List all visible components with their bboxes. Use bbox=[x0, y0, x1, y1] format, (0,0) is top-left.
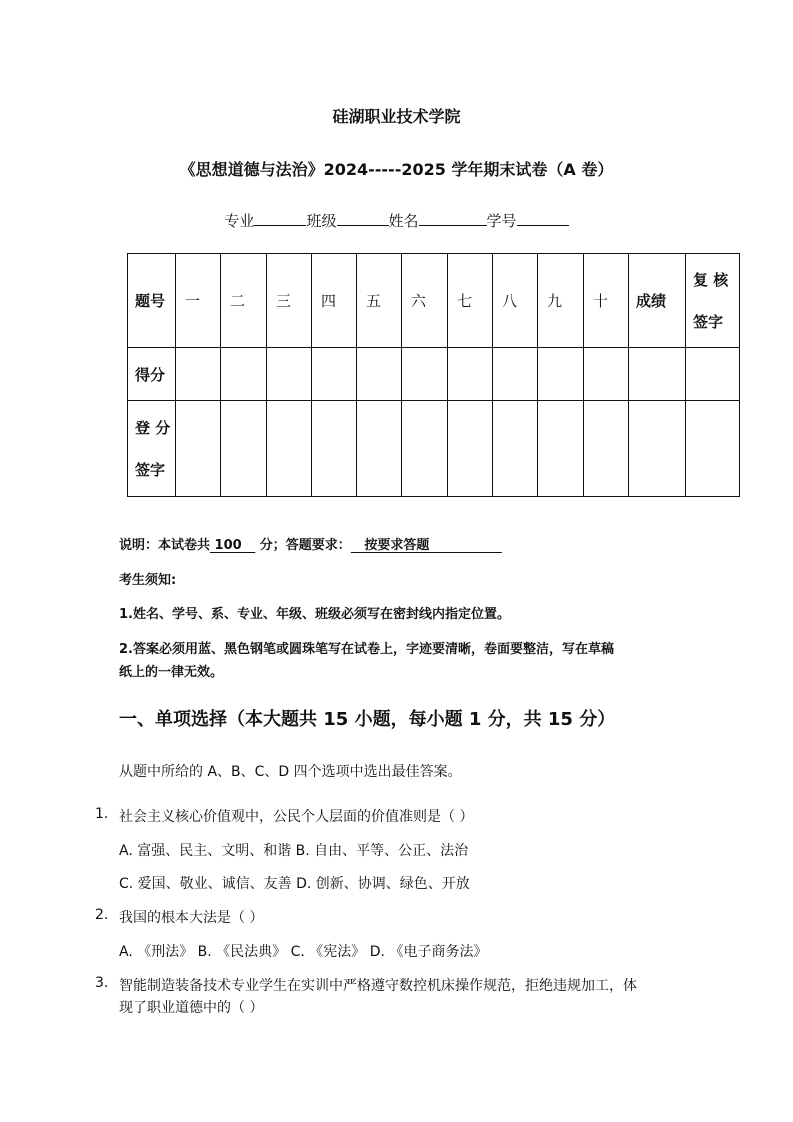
score-table bbox=[127, 253, 740, 497]
score-cell[interactable] bbox=[493, 348, 538, 401]
signature-cell[interactable] bbox=[312, 401, 357, 497]
student-id-label: 学号 bbox=[486, 212, 517, 230]
notice-title: 考生须知: bbox=[119, 573, 177, 588]
signature-cell[interactable] bbox=[448, 401, 493, 497]
score-cell[interactable] bbox=[267, 348, 312, 401]
section-heading: 一、单项选择（本大题共 15 小题，每小题 1 分，共 15 分） bbox=[119, 709, 616, 730]
recorder-signature-label bbox=[128, 401, 176, 497]
class-blank[interactable] bbox=[337, 211, 389, 226]
score-cell[interactable] bbox=[629, 348, 686, 401]
score-cell[interactable] bbox=[176, 348, 221, 401]
total-score-value: 100 bbox=[214, 538, 242, 553]
question-options: C. 爱国、敬业、诚信、友善 D. 创新、协调、绿色、开放 bbox=[119, 876, 470, 892]
signature-label: 签字 bbox=[135, 460, 166, 479]
major-blank[interactable] bbox=[254, 211, 306, 226]
col-header: 二 bbox=[221, 254, 267, 348]
question-number: 3. bbox=[95, 975, 109, 991]
school-name: 硅湖职业技术学院 bbox=[332, 107, 461, 126]
class-label: 班级 bbox=[306, 212, 337, 230]
signature-label: 签字 bbox=[693, 312, 724, 331]
col-header: 九 bbox=[538, 254, 584, 348]
signature-cell[interactable] bbox=[538, 401, 584, 497]
question-number-label: 题号 bbox=[128, 254, 176, 348]
signature-cell[interactable] bbox=[402, 401, 448, 497]
signature-cell[interactable] bbox=[686, 401, 740, 497]
question-text-cont: 现了职业道德中的（ ） bbox=[119, 1000, 264, 1016]
recorder-label: 登 分 bbox=[135, 418, 171, 437]
score-cell[interactable] bbox=[312, 348, 357, 401]
description-prefix: 说明：本试卷共 bbox=[119, 538, 211, 553]
question-options: A. 《刑法》 B. 《民法典》 C. 《宪法》 D. 《电子商务法》 bbox=[119, 944, 488, 960]
question-text: 社会主义核心价值观中，公民个人层面的价值准则是（ ） bbox=[119, 809, 474, 825]
signature-cell[interactable] bbox=[629, 401, 686, 497]
col-header: 五 bbox=[357, 254, 402, 348]
description-mid: 分；答题要求： bbox=[259, 538, 351, 553]
question-text: 智能制造装备技术专业学生在实训中严格遵守数控机床操作规范，拒绝违规加工，体 bbox=[119, 978, 637, 994]
name-label: 姓名 bbox=[388, 212, 419, 230]
col-header: 八 bbox=[493, 254, 538, 348]
score-cell[interactable] bbox=[538, 348, 584, 401]
signature-cell[interactable] bbox=[267, 401, 312, 497]
signature-cell[interactable] bbox=[584, 401, 629, 497]
score-cell[interactable] bbox=[221, 348, 267, 401]
section-instruction: 从题中所给的 A、B、C、D 四个选项中选出最佳答案。 bbox=[119, 764, 462, 780]
col-header: 三 bbox=[267, 254, 312, 348]
exam-title: 《思想道德与法治》2024-----2025 学年期末试卷（A 卷） bbox=[179, 160, 614, 179]
notice-rule-1: 1.姓名、学号、系、专业、年级、班级必须写在密封线内指定位置。 bbox=[119, 607, 510, 622]
signature-row bbox=[128, 401, 740, 497]
col-header: 七 bbox=[448, 254, 493, 348]
question-options: A. 富强、民主、文明、和谐 B. 自由、平等、公正、法治 bbox=[119, 843, 469, 859]
student-id-blank[interactable] bbox=[517, 211, 569, 226]
col-header: 十 bbox=[584, 254, 629, 348]
question-text: 我国的根本大法是（ ） bbox=[119, 910, 264, 926]
signature-cell[interactable] bbox=[176, 401, 221, 497]
signature-cell[interactable] bbox=[221, 401, 267, 497]
review-label: 复 核 bbox=[693, 270, 729, 289]
score-row bbox=[128, 348, 740, 401]
question-number: 2. bbox=[95, 907, 109, 923]
signature-cell[interactable] bbox=[493, 401, 538, 497]
score-table-header-row bbox=[128, 254, 740, 348]
score-cell[interactable] bbox=[448, 348, 493, 401]
major-label: 专业 bbox=[224, 212, 255, 230]
review-signature-header bbox=[686, 254, 740, 348]
score-cell[interactable] bbox=[686, 348, 740, 401]
notice-rule-2-cont: 纸上的一律无效。 bbox=[119, 665, 224, 680]
score-cell[interactable] bbox=[402, 348, 448, 401]
score-row-label: 得分 bbox=[128, 348, 176, 401]
score-cell[interactable] bbox=[584, 348, 629, 401]
score-cell[interactable] bbox=[357, 348, 402, 401]
notice-rule-2: 2.答案必须用蓝、黑色钢笔或圆珠笔写在试卷上，字迹要清晰，卷面要整洁，写在草稿 bbox=[119, 642, 614, 657]
question-number: 1. bbox=[95, 806, 109, 822]
signature-cell[interactable] bbox=[357, 401, 402, 497]
col-header: 四 bbox=[312, 254, 357, 348]
student-info-line bbox=[0, 210, 793, 231]
answer-requirement: 按要求答题 bbox=[364, 538, 430, 553]
total-score-header: 成绩 bbox=[629, 254, 686, 348]
col-header: 一 bbox=[176, 254, 221, 348]
name-blank[interactable] bbox=[419, 211, 487, 226]
exam-description bbox=[119, 534, 502, 553]
col-header: 六 bbox=[402, 254, 448, 348]
